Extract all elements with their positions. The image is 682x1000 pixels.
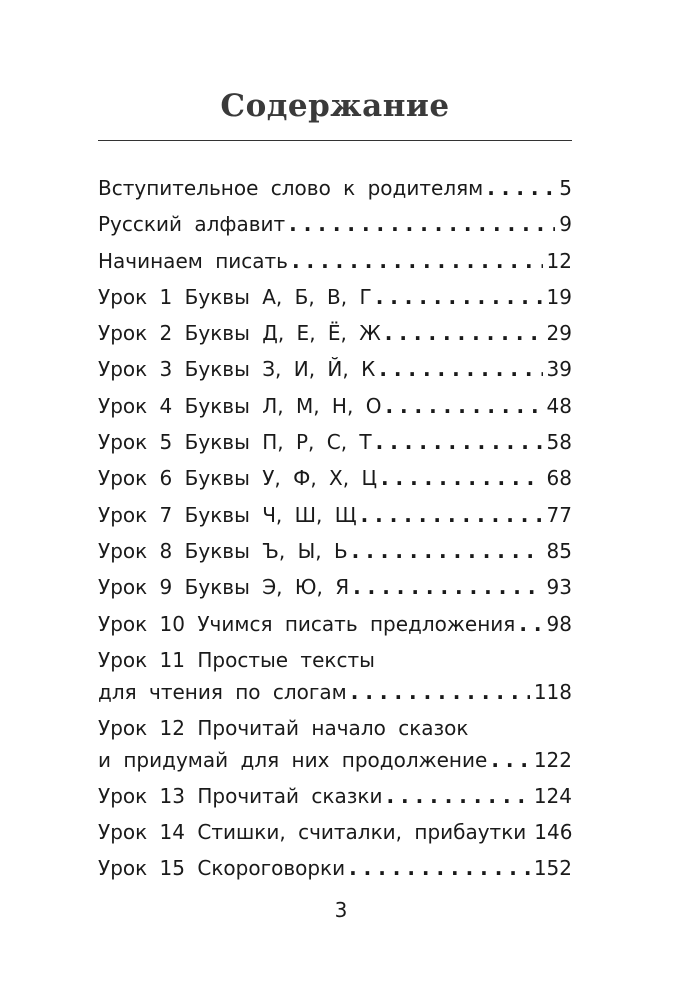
toc-entry-page: 122 bbox=[533, 747, 572, 772]
toc-line bbox=[98, 674, 572, 710]
table-of-contents bbox=[98, 170, 572, 887]
dot-leader bbox=[376, 424, 543, 460]
toc-entry-page: 48 bbox=[546, 393, 572, 418]
toc-line bbox=[98, 170, 572, 206]
dot-leader bbox=[292, 243, 543, 279]
dot-leader bbox=[353, 569, 542, 605]
toc-entry bbox=[98, 850, 572, 886]
toc-entry-title: Урок 12 Прочитай начало сказок bbox=[98, 715, 469, 740]
toc-line bbox=[98, 533, 572, 569]
dot-leader bbox=[376, 279, 543, 315]
toc-entry-title: Урок 8 Буквы Ъ, Ы, Ь bbox=[98, 538, 348, 563]
toc-line bbox=[98, 742, 572, 778]
toc-line bbox=[98, 778, 572, 814]
toc-entry bbox=[98, 606, 572, 642]
toc-entry-title: и придумай для них продолжение bbox=[98, 747, 488, 772]
toc-entry bbox=[98, 497, 572, 533]
toc-line bbox=[98, 351, 572, 387]
toc-entry bbox=[98, 206, 572, 242]
toc-entry-title: Урок 7 Буквы Ч, Ш, Щ bbox=[98, 502, 357, 527]
toc-entry-page: 77 bbox=[546, 502, 572, 527]
toc-entry bbox=[98, 814, 572, 850]
toc-entry-page: 93 bbox=[546, 575, 572, 600]
toc-entry-page: 39 bbox=[546, 357, 572, 382]
toc-entry-page: 152 bbox=[533, 856, 572, 881]
toc-entry-title: Урок 15 Скороговорки bbox=[98, 856, 346, 881]
toc-entry bbox=[98, 315, 572, 351]
toc-entry-page: 68 bbox=[546, 466, 572, 491]
toc-entry bbox=[98, 778, 572, 814]
toc-entry-page: 12 bbox=[546, 248, 572, 273]
dot-leader bbox=[352, 533, 543, 569]
dot-leader bbox=[351, 674, 530, 710]
toc-entry-title: Вступительное слово к родителям bbox=[98, 176, 484, 200]
toc-entry bbox=[98, 533, 572, 569]
dot-leader bbox=[349, 850, 530, 886]
toc-entry-title: Начинаем писать bbox=[98, 248, 288, 273]
toc-entry-title: Урок 9 Буквы Э, Ю, Я bbox=[98, 575, 350, 600]
toc-line bbox=[98, 388, 572, 424]
page-number: 3 bbox=[334, 898, 348, 922]
toc-entry-title: Урок 10 Учимся писать предложения bbox=[98, 611, 516, 636]
toc-entry-title: Урок 14 Стишки, считалки, прибаутки bbox=[98, 820, 527, 845]
toc-line bbox=[98, 646, 572, 674]
toc-line bbox=[98, 497, 572, 533]
toc-entry bbox=[98, 424, 572, 460]
dot-leader bbox=[487, 170, 555, 206]
toc-line bbox=[98, 606, 572, 642]
toc-entry-title: Русский алфавит bbox=[98, 212, 286, 237]
toc-entry-title: Урок 5 Буквы П, Р, С, Т bbox=[98, 430, 372, 455]
page-title: Содержание bbox=[220, 88, 450, 124]
toc-entry bbox=[98, 569, 572, 605]
toc-entry-page: 124 bbox=[533, 783, 572, 808]
toc-entry-page: 19 bbox=[546, 284, 572, 309]
toc-entry-title: Урок 3 Буквы З, И, Й, К bbox=[98, 357, 376, 382]
toc-entry-title: Урок 11 Простые тексты bbox=[98, 647, 375, 672]
toc-line bbox=[98, 814, 572, 850]
toc-entry bbox=[98, 714, 572, 778]
dot-leader bbox=[519, 606, 542, 642]
toc-entry-title: Урок 6 Буквы У, Ф, Х, Ц bbox=[98, 466, 377, 491]
toc-entry-title: Урок 13 Прочитай сказки bbox=[98, 783, 383, 808]
toc-line bbox=[98, 424, 572, 460]
toc-line bbox=[98, 460, 572, 496]
toc-line bbox=[98, 569, 572, 605]
toc-entry-page: 146 bbox=[534, 820, 573, 845]
toc-entry-page: 9 bbox=[559, 212, 572, 237]
toc-entry bbox=[98, 460, 572, 496]
dot-leader bbox=[379, 351, 542, 387]
toc-entry-title: Урок 2 Буквы Д, Е, Ё, Ж bbox=[98, 321, 381, 346]
dot-leader bbox=[386, 778, 529, 814]
toc-line bbox=[98, 714, 572, 742]
dot-leader bbox=[289, 206, 555, 242]
toc-line bbox=[98, 850, 572, 886]
toc-entry bbox=[98, 646, 572, 710]
dot-leader bbox=[491, 742, 530, 778]
toc-entry bbox=[98, 243, 572, 279]
dot-leader bbox=[361, 497, 543, 533]
toc-entry-title: для чтения по слогам bbox=[98, 679, 347, 704]
toc-entry bbox=[98, 170, 572, 206]
title-rule bbox=[98, 140, 572, 141]
toc-entry-page: 85 bbox=[546, 538, 572, 563]
toc-entry-page: 58 bbox=[546, 430, 572, 455]
toc-entry bbox=[98, 279, 572, 315]
toc-entry-page: 29 bbox=[546, 321, 572, 346]
dot-leader bbox=[385, 388, 542, 424]
toc-entry-title: Урок 4 Буквы Л, М, Н, О bbox=[98, 393, 382, 418]
toc-entry-page: 5 bbox=[559, 176, 572, 200]
toc-entry-page: 118 bbox=[533, 679, 572, 704]
toc-line bbox=[98, 279, 572, 315]
toc-line bbox=[98, 206, 572, 242]
toc-entry-title: Урок 1 Буквы А, Б, В, Г bbox=[98, 284, 372, 309]
toc-entry-page: 98 bbox=[546, 611, 572, 636]
dot-leader bbox=[381, 460, 543, 496]
dot-leader bbox=[385, 315, 543, 351]
toc-line bbox=[98, 315, 572, 351]
toc-entry bbox=[98, 351, 572, 387]
toc-entry bbox=[98, 388, 572, 424]
toc-line bbox=[98, 243, 572, 279]
